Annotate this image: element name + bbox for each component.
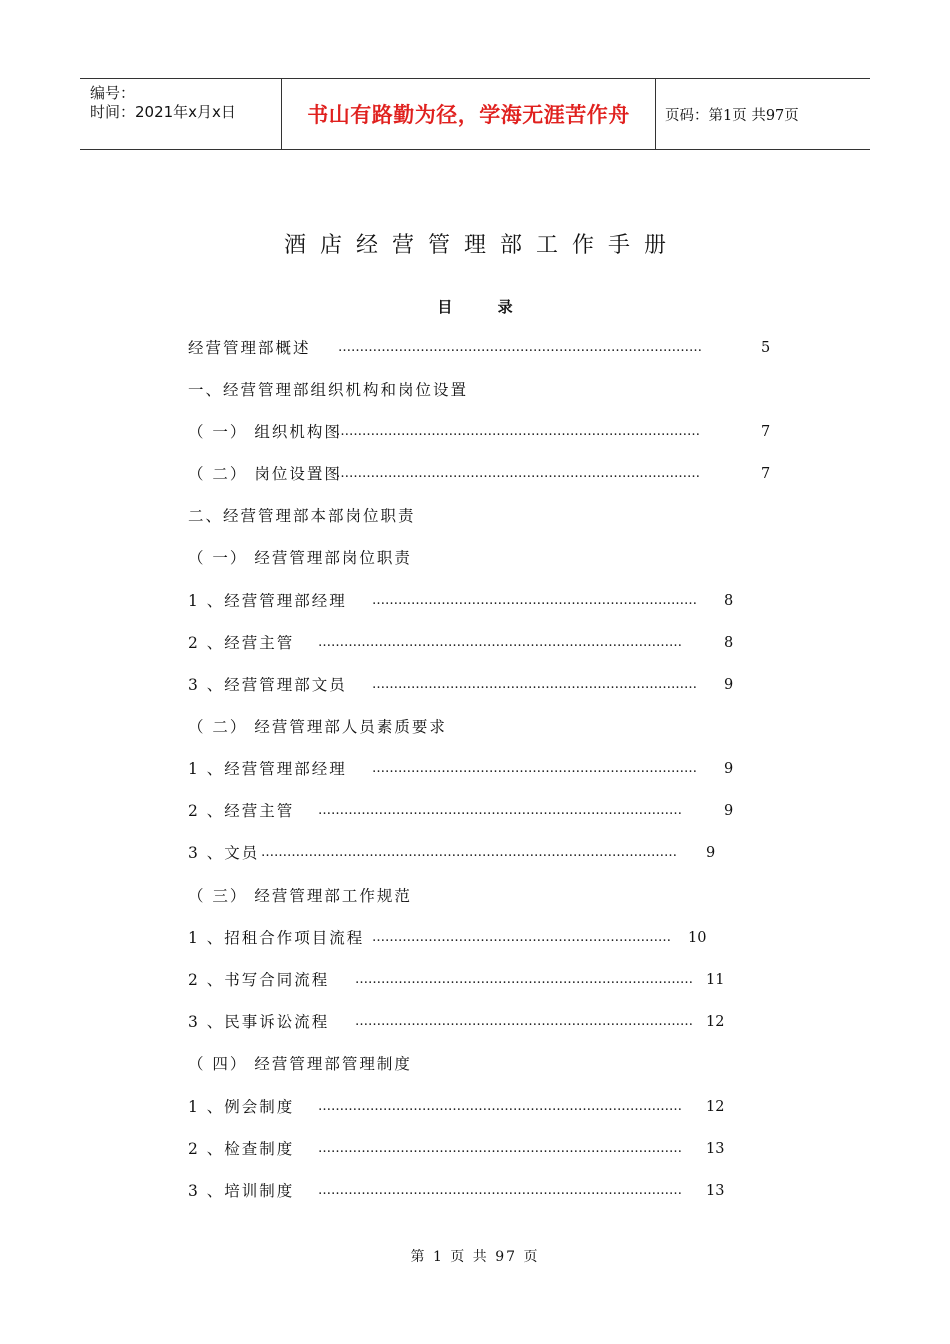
toc-label: （ 一） 经营管理部岗位职责	[188, 549, 412, 567]
toc-label: 3 、培训制度	[188, 1182, 295, 1200]
toc-label: 2 、检查制度	[188, 1140, 295, 1158]
toc-label: 一、经营管理部组织机构和岗位设置	[188, 381, 469, 399]
page-header	[80, 78, 870, 150]
toc-leader-dots: ……………………………………………………………………	[355, 972, 693, 987]
toc-page-number: 8	[724, 635, 734, 651]
toc-label: 2 、书写合同流程	[188, 971, 330, 989]
toc-label: 1 、经营管理部经理	[188, 592, 347, 610]
motto-text: 书山有路勤为径，学海无涯苦作舟	[307, 103, 630, 127]
toc-leader-dots: …………………………………………………………………………	[318, 1099, 682, 1114]
document-title: 酒店经营管理部工作手册	[283, 233, 680, 258]
toc-page-number: 12	[706, 1014, 725, 1030]
toc-leader-dots: ……………………………………………………………………	[355, 1014, 693, 1029]
toc-label: 3 、民事诉讼流程	[188, 1013, 330, 1031]
toc-leader-dots: ……………………………………………………………	[372, 930, 671, 945]
toc-label: （ 三） 经营管理部工作规范	[188, 887, 412, 905]
toc-page-number: 9	[724, 677, 734, 693]
toc-page-number: 13	[706, 1141, 725, 1157]
toc-label: 1 、招租合作项目流程	[188, 929, 365, 947]
toc-label: （ 四） 经营管理部管理制度	[188, 1055, 412, 1073]
toc-page-number: 12	[706, 1099, 725, 1115]
code-label: 编号：	[90, 84, 136, 102]
header-meta	[80, 79, 280, 149]
header-page-info	[655, 79, 870, 149]
page-footer: 第 1 页 共 97 页	[410, 1249, 540, 1265]
toc-label: （ 二） 岗位设置图	[188, 465, 342, 483]
toc-leader-dots: …………………………………………………………………………	[336, 424, 700, 439]
toc-page-number: 10	[688, 930, 707, 946]
page-info-text: 页码：第1页 共97页	[665, 107, 799, 124]
toc-leader-dots: …………………………………………………………………………	[318, 635, 682, 650]
toc-leader-dots: …………………………………………………………………	[372, 593, 697, 608]
toc-page-number: 11	[706, 972, 725, 988]
toc-label: 3 、经营管理部文员	[188, 676, 347, 694]
toc-label: （ 二） 经营管理部人员素质要求	[188, 718, 447, 736]
toc-page-number: 8	[724, 593, 734, 609]
toc-leader-dots: …………………………………………………………………………	[318, 803, 682, 818]
toc-label: 经营管理部概述	[188, 339, 311, 357]
toc-heading: 目 录	[437, 298, 533, 316]
toc-label: （ 一） 组织机构图	[188, 423, 342, 441]
toc-leader-dots: …………………………………………………………………………	[318, 1183, 682, 1198]
toc-leader-dots: ……………………………………………………………………………………	[261, 845, 677, 860]
toc-page-number: 9	[724, 761, 734, 777]
toc-page-number: 9	[706, 845, 716, 861]
toc-page-number: 7	[761, 466, 771, 482]
toc-leader-dots: …………………………………………………………………………	[338, 340, 702, 355]
toc-page-number: 5	[761, 340, 771, 356]
toc-label: 2 、经营主管	[188, 802, 295, 820]
toc-leader-dots: …………………………………………………………………………	[318, 1141, 682, 1156]
header-motto	[281, 79, 656, 149]
toc-leader-dots: …………………………………………………………………	[372, 677, 697, 692]
toc-label: 1 、经营管理部经理	[188, 760, 347, 778]
toc-leader-dots: …………………………………………………………………………	[336, 466, 700, 481]
time-label: 时间：2021年x月x日	[90, 103, 236, 121]
toc-page-number: 9	[724, 803, 734, 819]
toc-label: 2 、经营主管	[188, 634, 295, 652]
toc-label: 1 、例会制度	[188, 1098, 295, 1116]
toc-page-number: 13	[706, 1183, 725, 1199]
toc-page-number: 7	[761, 424, 771, 440]
toc-label: 二、经营管理部本部岗位职责	[188, 507, 416, 525]
toc-leader-dots: …………………………………………………………………	[372, 761, 697, 776]
toc-label: 3 、文员	[188, 844, 260, 862]
